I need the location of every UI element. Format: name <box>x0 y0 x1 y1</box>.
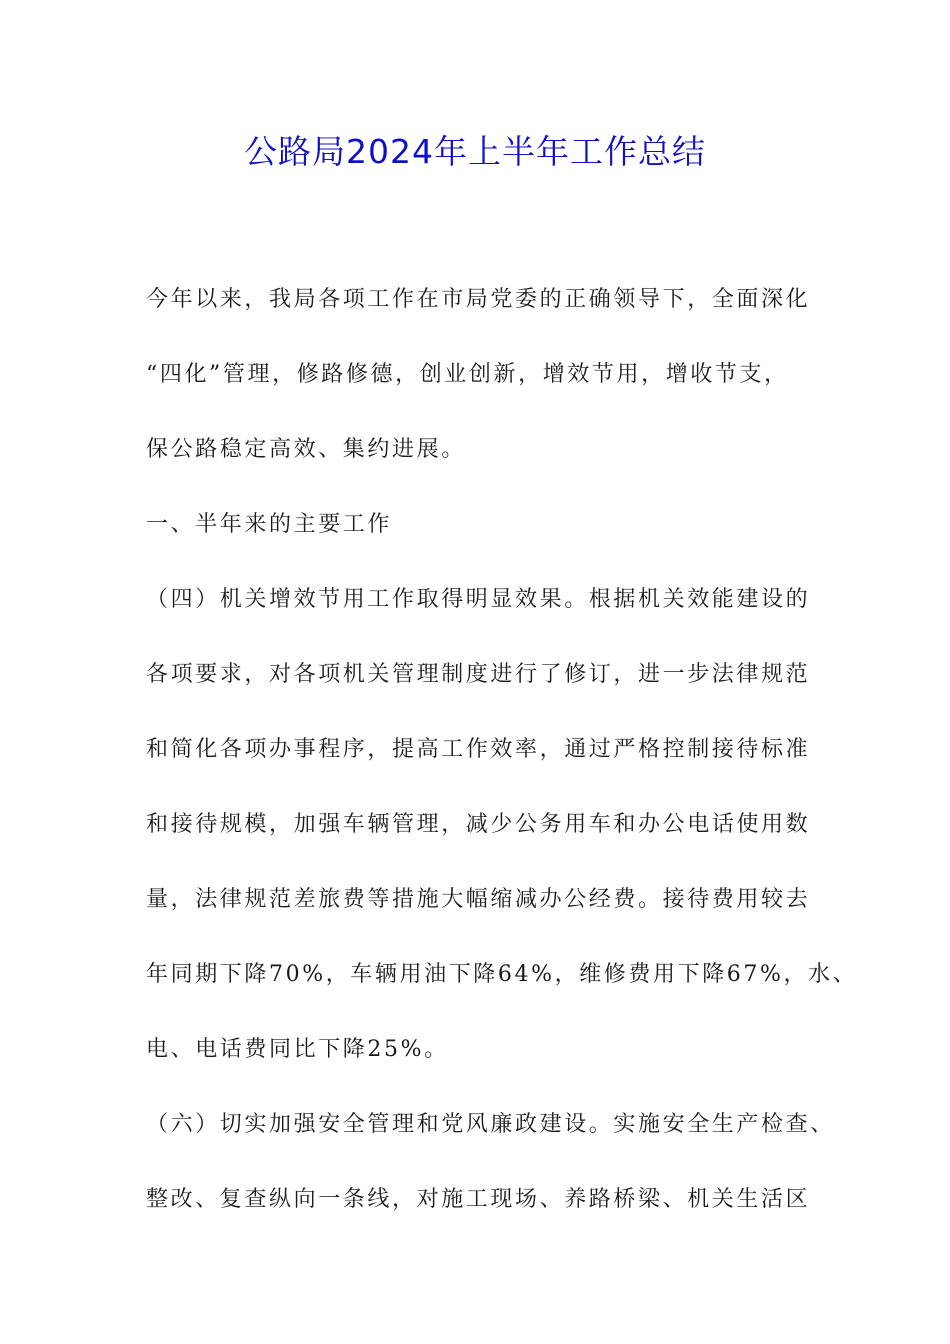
body-line: “四化”管理，修路修德，创业创新，增效节用，增收节支， <box>146 362 789 387</box>
body-line: 电、电话费同比下降25%。 <box>146 1037 449 1062</box>
body-line: （四）机关增效节用工作取得明显效果。根据机关效能建设的 <box>146 587 811 612</box>
body-line: 和简化各项办事程序，提高工作效率，通过严格控制接待标准 <box>146 737 811 762</box>
body-line: 和接待规模，加强车辆管理，减少公务用车和办公电话使用数 <box>146 812 811 837</box>
document-body <box>146 262 858 1237</box>
body-line: 量，法律规范差旅费等措施大幅缩减办公经费。接待费用较去 <box>146 887 811 912</box>
body-line: （六）切实加强安全管理和党风廉政建设。实施安全生产检查、 <box>146 1112 835 1137</box>
body-line: 保公路稳定高效、集约进展。 <box>146 437 466 462</box>
body-line: 年同期下降70%，车辆用油下降64%，维修费用下降67%，水、 <box>146 962 858 987</box>
body-line: 各项要求，对各项机关管理制度进行了修订，进一步法律规范 <box>146 662 811 687</box>
document-title: 公路局2024年上半年工作总结 <box>244 132 706 171</box>
body-line: 整改、复查纵向一条线，对施工现场、养路桥梁、机关生活区 <box>146 1187 811 1212</box>
section-heading: 一、半年来的主要工作 <box>146 512 393 537</box>
body-line: 今年以来，我局各项工作在市局党委的正确领导下，全面深化 <box>146 287 811 312</box>
